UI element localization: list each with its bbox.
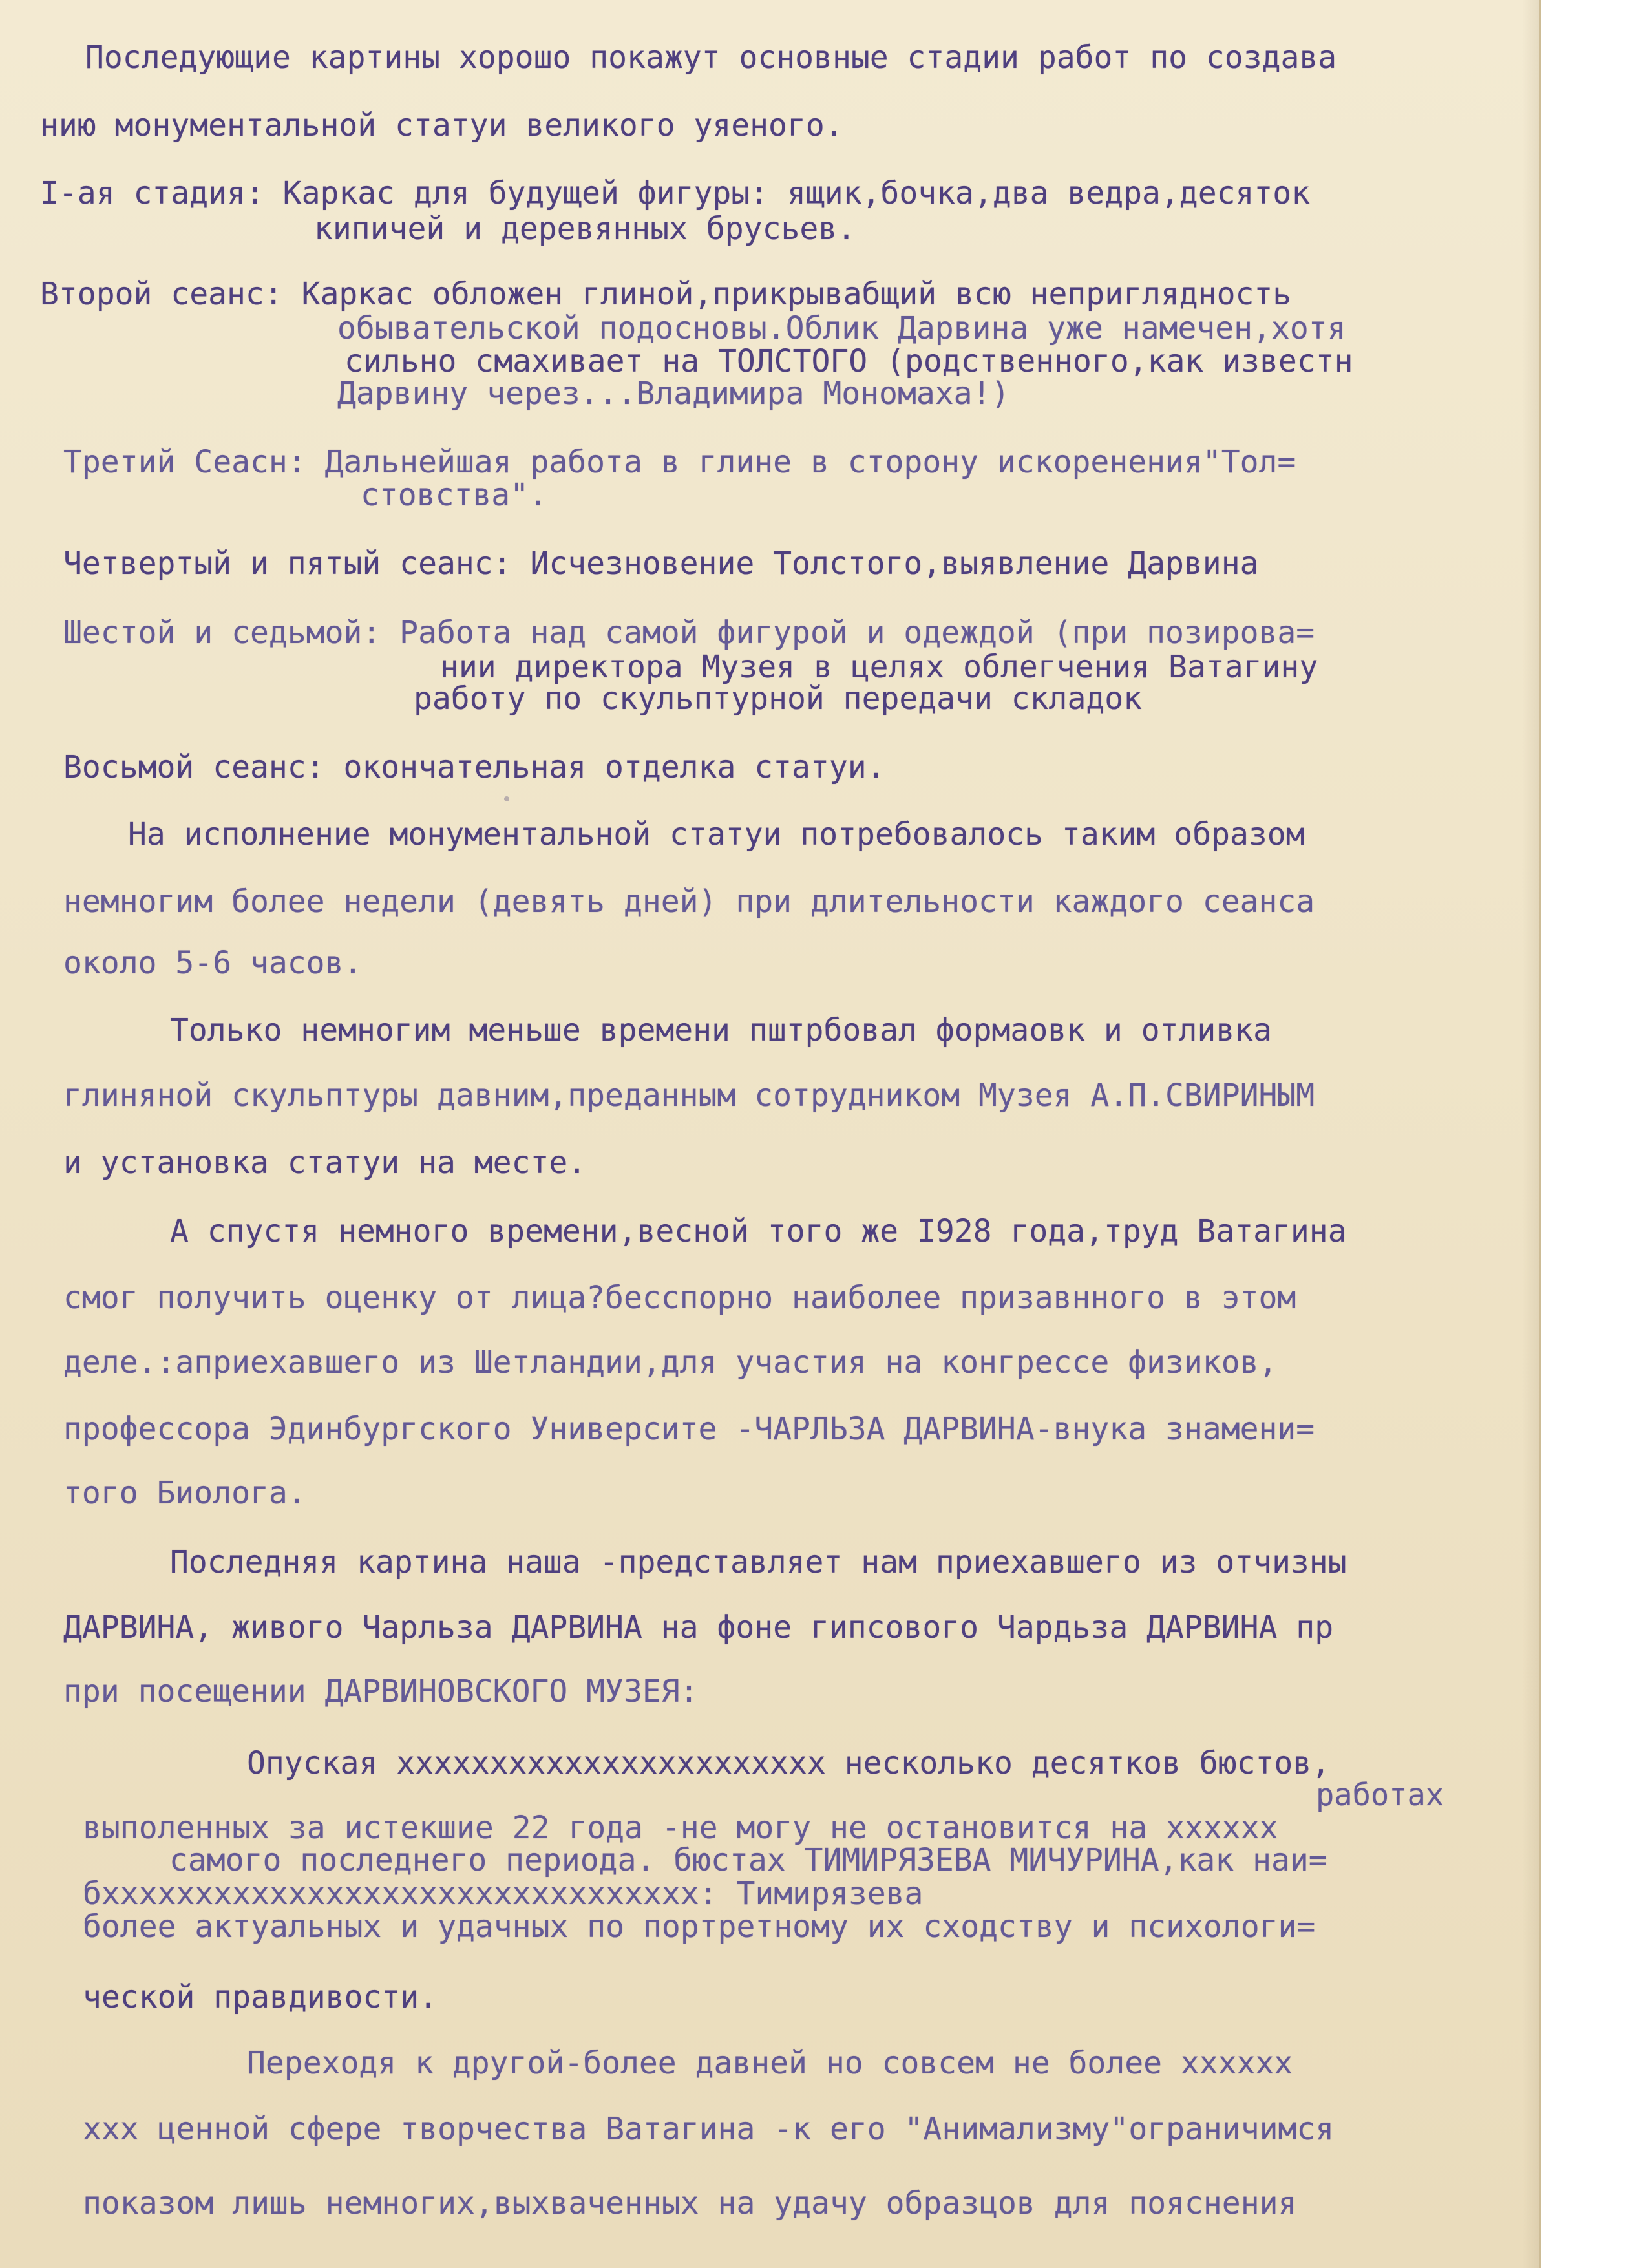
document-line-38: ххх ценной сфере творчества Ватагина -к его "Анимализму"ограничимся xyxy=(83,2111,1335,2147)
document-line-19: Только немногим меньше времени пштрбовал формаовк и отливка xyxy=(170,1012,1273,1048)
document-line-31: работах xyxy=(1316,1777,1444,1813)
document-line-37: Переходя к другой-более давней но совсем не более хххххх xyxy=(247,2045,1293,2081)
document-line-24: деле.:априехавшего из Шетландии,для участия на конгрессе физиков, xyxy=(63,1344,1278,1381)
document-line-2: нию монументальной статуи великого уяеного. xyxy=(40,107,843,143)
document-line-17: немногим более недели (девять дней) при длительности каждого сеанса xyxy=(63,884,1315,920)
document-line-16: На исполнение монументальной статуи потребовалось таким образом xyxy=(128,816,1305,853)
ink-speck xyxy=(504,796,509,801)
scanner-background xyxy=(1541,0,1648,2268)
document-line-8: Дарвину через...Владимира Мономаха!) xyxy=(337,376,1010,412)
document-line-32: выполенных за истекшие 22 года -не могу не остановится на хххххх xyxy=(83,1810,1278,1846)
document-line-1: Последующие картины хорошо покажут основные стадии работ по создава xyxy=(85,39,1337,76)
document-line-3: I-ая стадия: Каркас для будущей фигуры: ящик,бочка,два ведра,десяток xyxy=(40,175,1311,211)
document-line-13: нии директора Музея в целях облегчения Ватагину xyxy=(440,649,1318,685)
document-line-7: сильно смахивает на ТОЛСТОГО (родственного,как известн xyxy=(344,343,1353,379)
document-line-28: ДАРВИНА, живого Чарльза ДАРВИНА на фоне гипсового Чардьза ДАРВИНА пр xyxy=(63,1609,1334,1646)
document-line-26: того Биолога. xyxy=(63,1475,306,1511)
document-line-20: глиняной скульптуры давним,преданным сотрудником Музея А.П.СВИРИНЫМ xyxy=(63,1077,1315,1114)
document-line-15: Восьмой сеанс: окончательная отделка статуи. xyxy=(63,749,885,785)
document-line-12: Шестой и седьмой: Работа над самой фигурой и одеждой (при позирова= xyxy=(63,615,1315,651)
document-line-18: около 5-6 часов. xyxy=(63,945,363,981)
document-line-9: Третий Сеасн: Дальнейшая работа в глине в сторону искоренения"Тол= xyxy=(63,444,1296,480)
document-line-6: обывательской подосновы.Облик Дарвина уже намечен,хотя xyxy=(337,310,1346,346)
document-line-30: Опуская ххххххххххххххххххххххх несколько десятков бюстов, xyxy=(247,1745,1331,1781)
document-line-4: кипичей и деревянных брусьев. xyxy=(314,211,856,247)
document-line-29: при посещении ДАРВИНОВСКОГО МУЗЕЯ: xyxy=(63,1673,699,1710)
document-line-39: показом лишь немногих,выхваченных на удачу образцов для пояснения xyxy=(83,2185,1297,2221)
document-line-27: Последняя картина наша -представляет нам приехавшего из отчизны xyxy=(170,1544,1347,1580)
document-line-34: бхххххххххххххххххххххххххххххххх: Тимирязева xyxy=(83,1876,924,1912)
document-line-14: работу по скульптурной передачи складок xyxy=(414,681,1143,717)
document-line-21: и установка статуи на месте. xyxy=(63,1145,587,1181)
document-line-5: Второй сеанс: Каркас обложен глиной,прикрывабщий всю неприглядность xyxy=(40,276,1292,312)
document-line-35: более актуальных и удачных по портретному их сходству и психологи= xyxy=(83,1909,1316,1945)
document-line-33: самого последнего периода. бюстах ТИМИРЯЗЕВА МИЧУРИНА,как наи= xyxy=(169,1842,1327,1878)
document-line-10: стовства". xyxy=(361,477,547,513)
document-line-25: профессора Эдинбургского Университе -ЧАРЛЬЗА ДАРВИНА-внука знамени= xyxy=(63,1411,1315,1447)
document-line-23: смог получить оценку от лица?бесспорно наиболее призавнного в этом xyxy=(63,1280,1296,1316)
paper-edge-shadow xyxy=(1522,0,1541,2268)
document-line-36: ческой правдивости. xyxy=(83,1979,438,2015)
document-line-22: А спустя немного времени,весной того же I928 года,труд Ватагина xyxy=(170,1213,1347,1249)
document-line-11: Четвертый и пятый сеанс: Исчезновение Толстого,выявление Дарвина xyxy=(63,546,1259,582)
